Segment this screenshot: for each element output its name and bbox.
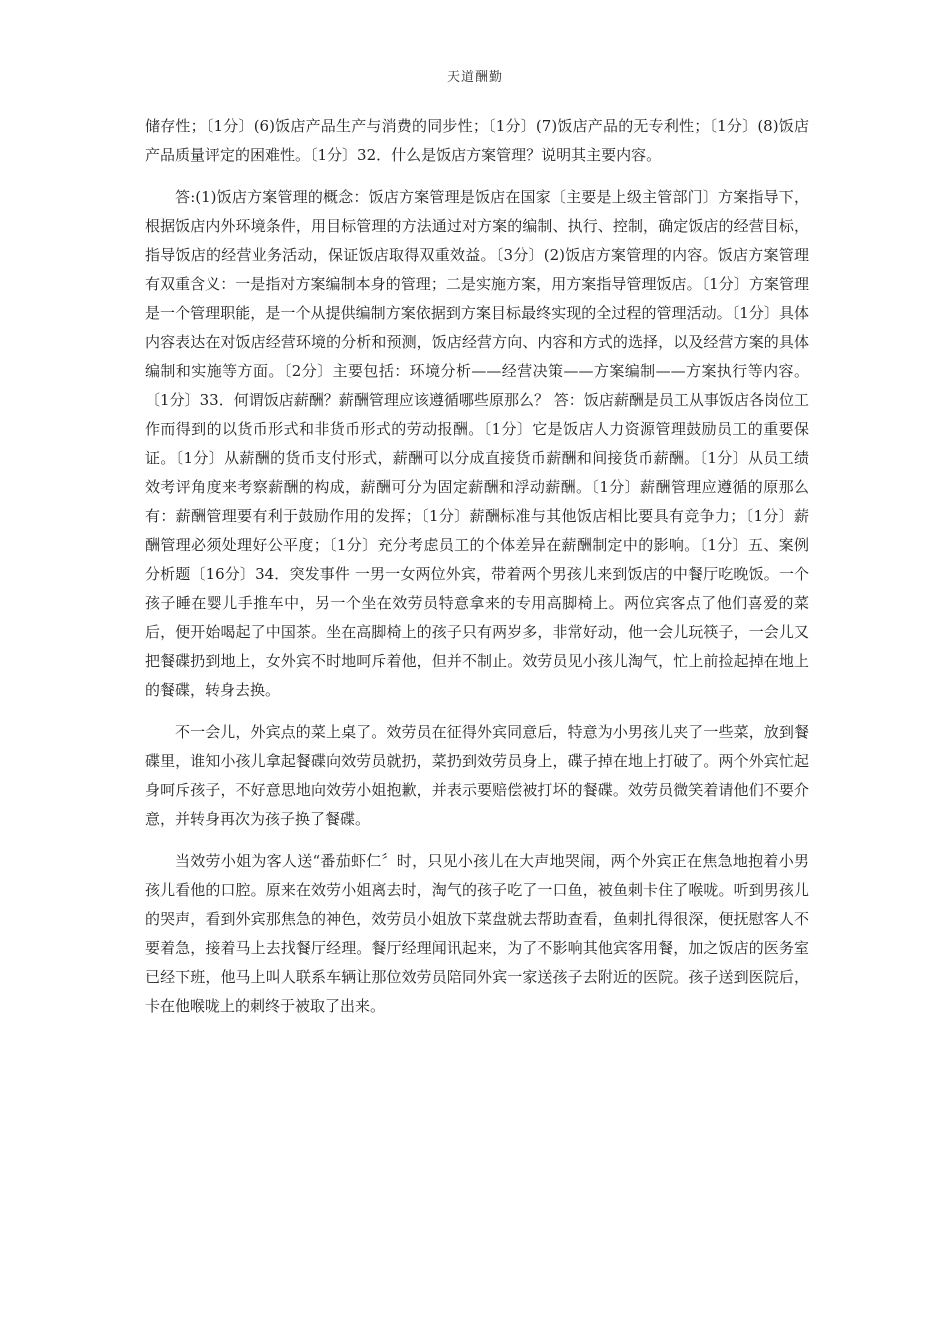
paragraph-continuation: 储存性；〔1分〕(6)饭店产品生产与消费的同步性；〔1分〕(7)饭店产品的无专利性；〔1分〕(8)饭店产品质量评定的困难性。〔1分〕32．什么是饭店方案管理？说明其主要内容。 — [145, 117, 809, 164]
document-body — [145, 112, 809, 1021]
page-header: 天道酬勤 — [446, 70, 503, 85]
paragraph-answer: 答:(1)饭店方案管理的概念：饭店方案管理是饭店在国家〔主要是上级主管部门〕方案指导下，根据饭店内外环境条件，用目标管理的方法通过对方案的编制、执行、控制，确定饭店的经营目标，指导饭店的经营业务活动，保证饭店取得双重效益。〔3分〕(2)饭店方案管理的内容。饭店方案管理有双重含义：一是指对方案编制本身的管理；二是实施方案，用方案指导管理饭店。〔1分〕方案管理是一个管理职能，是一个从提供编制方案依据到方案目标最终实现的全过程的管理活动。〔1分〕具体内容表达在对饭店经营环境的分析和预测，饭店经营方向、内容和方式的选择，以及经营方案的具体编制和实施等方面。〔2分〕主要包括：环境分析——经营决策——方案编制——方案执行等内容。〔1分〕33．何谓饭店薪酬？薪酬管理应该遵循哪些原那么？ 答：饭店薪酬是员工从事饭店各岗位工作而得到的以货币形式和非货币形式的劳动报酬。〔1分〕它是饭店人力资源管理鼓励员工的重要保证。〔1分〕从薪酬的货币支付形式，薪酬可以分成直接货币薪酬和间接货币薪酬。〔1分〕从员工绩效考评角度来考察薪酬的构成，薪酬可分为固定薪酬和浮动薪酬。〔1分〕薪酬管理应遵循的原那么有：薪酬管理要有利于鼓励作用的发挥；〔1分〕薪酬标准与其他饭店相比要具有竞争力；〔1分〕薪酬管理必须处理好公平度；〔1分〕充分考虑员工的个体差异在薪酬制定中的影响。〔1分〕五、案例分析题〔16分〕34．突发事件 一男一女两位外宾，带着两个男孩儿来到饭店的中餐厅吃晚饭。一个孩子睡在婴儿手推车中，另一个坐在效劳员特意拿来的专用高脚椅上。两位宾客点了他们喜爱的菜后，便开始喝起了中国茶。坐在高脚椅上的孩子只有两岁多，非常好动，他一会儿玩筷子，一会儿又把餐碟扔到地上，女外宾不时地呵斥着他，但并不制止。效劳员见小孩儿淘气，忙上前捡起掉在地上的餐碟，转身去换。 — [145, 188, 809, 699]
paragraph-case-part-2: 不一会儿，外宾点的菜上桌了。效劳员在征得外宾同意后，特意为小男孩儿夹了一些菜，放到餐碟里，谁知小孩儿拿起餐碟向效劳员就扔，菜扔到效劳员身上，碟子掉在地上打破了。两个外宾忙起身呵斥孩子，不好意思地向效劳小姐抱歉，并表示要赔偿被打坏的餐碟。效劳员微笑着请他们不要介意，并转身再次为孩子换了餐碟。 — [145, 723, 809, 828]
paragraph-case-part-3: 当效劳小姐为客人送“番茄虾仁〞时，只见小孩儿在大声地哭闹，两个外宾正在焦急地抱着小男孩儿看他的口腔。原来在效劳小姐离去时，淘气的孩子吃了一口鱼，被鱼刺卡住了喉咙。听到男孩儿的哭声，看到外宾那焦急的神色，效劳员小姐放下菜盘就去帮助查看，鱼刺扎得很深，便抚慰客人不要着急，接着马上去找餐厅经理。餐厅经理闻讯起来，为了不影响其他宾客用餐，加之饭店的医务室已经下班，他马上叫人联系车辆让那位效劳员陪同外宾一家送孩子去附近的医院。孩子送到医院后，卡在他喉咙上的刺终于被取了出来。 — [145, 852, 809, 1015]
